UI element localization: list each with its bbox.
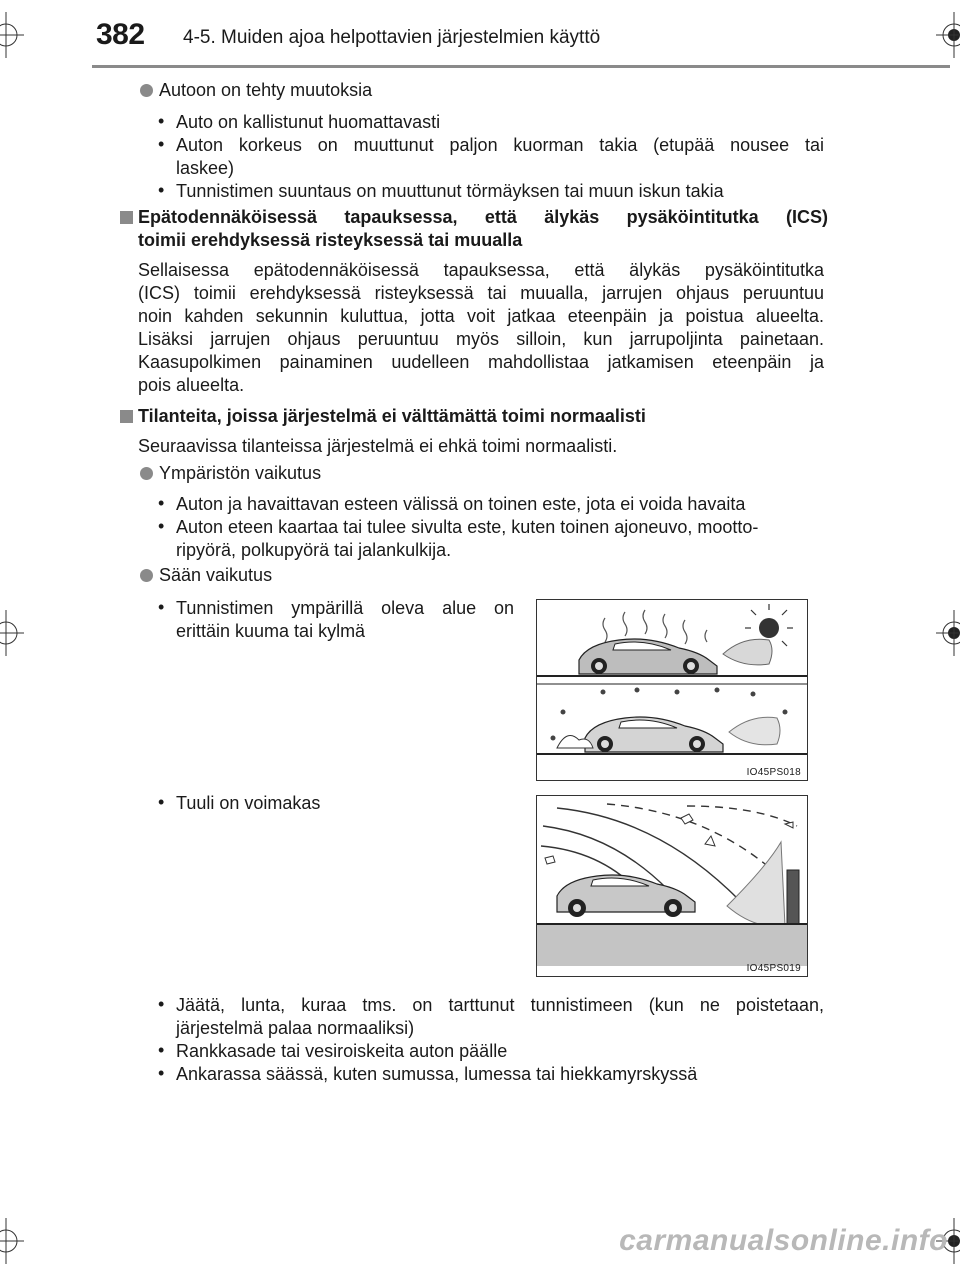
figure-label: IO45PS019: [746, 963, 801, 974]
list-item: Auton eteen kaartaa tai tulee sivulta este, kuten toinen ajoneuvo, mootto-: [176, 517, 759, 537]
bullet-heading: Autoon on tehty muutoksia: [159, 80, 373, 100]
square-bullet-icon: [120, 410, 133, 423]
list-bullet-dot: •: [158, 180, 165, 200]
section-heading: Epätodennäköisessä tapauksessa, että älykäs pysäköintitutka (ICS): [138, 207, 828, 227]
car-icon: [585, 717, 723, 752]
circle-bullet-icon: [140, 467, 153, 480]
figure-heat-cold: [536, 599, 808, 781]
list-bullet-dot: •: [158, 493, 165, 513]
list-item-continuation: laskee): [176, 158, 235, 178]
watermark: carmanualsonline.info: [619, 1224, 948, 1257]
list-bullet-dot: •: [158, 516, 165, 536]
section-heading: Tilanteita, joissa järjestelmä ei välttämättä toimi normaalisti: [138, 406, 646, 426]
circle-bullet-icon: [140, 569, 153, 582]
list-bullet-dot: •: [158, 134, 165, 154]
figure-label: IO45PS018: [746, 767, 801, 778]
list-item: Tunnistimen ympärillä oleva alue on: [176, 598, 514, 618]
list-bullet-dot: •: [158, 111, 165, 131]
list-item-continuation: järjestelmä palaa normaaliksi): [176, 1018, 415, 1038]
list-item: Ankarassa säässä, kuten sumussa, lumessa tai hiekkamyrskyssä: [176, 1064, 698, 1084]
page-number: 382: [96, 18, 145, 51]
list-item: Auto on kallistunut huomattavasti: [176, 112, 441, 132]
list-item: Auton ja havaittavan esteen välissä on toinen este, jota ei voida havaita: [176, 494, 746, 514]
registration-mark-top-right: [930, 12, 960, 58]
paragraph-line: Kaasupolkimen painaminen uudelleen mahdollistaa jatkamisen eteenpäin ja: [138, 352, 824, 372]
intro-text: Seuraavissa tilanteissa järjestelmä ei ehkä toimi normaalisti.: [138, 436, 618, 456]
section-heading-line2: toimii erehdyksessä risteyksessä tai muualla: [138, 230, 523, 250]
list-item: Rankkasade tai vesiroiskeita auton päälle: [176, 1041, 508, 1061]
list-item-continuation: ripyörä, polkupyörä tai jalankulkija.: [176, 540, 452, 560]
list-item: Tunnistimen suuntaus on muuttunut törmäyksen tai muun iskun takia: [176, 181, 724, 201]
registration-mark-mid-right: [930, 610, 960, 656]
paragraph-line: noin kahden sekunnin kuluttua, jotta voit jatkaa eteenpäin ja poistua alueelta.: [138, 306, 824, 326]
list-bullet-dot: •: [158, 597, 165, 617]
list-item: Auton korkeus on muuttunut paljon kuorman takia (etupää nousee tai: [176, 135, 824, 155]
square-bullet-icon: [120, 211, 133, 224]
list-bullet-dot: •: [158, 1063, 165, 1083]
paragraph-line: pois alueelta.: [138, 375, 245, 395]
list-item: Jäätä, lunta, kuraa tms. on tarttunut tunnistimeen (kun ne poistetaan,: [176, 995, 824, 1015]
list-item: Tuuli on voimakas: [176, 793, 321, 813]
paragraph-line: Sellaisessa epätodennäköisessä tapauksessa, että älykäs pysäköintitutka: [138, 260, 824, 280]
section-title: 4-5. Muiden ajoa helpottavien järjestelmien käyttö: [183, 27, 601, 48]
circle-bullet-icon: [140, 84, 153, 97]
bullet-heading: Ympäristön vaikutus: [159, 463, 322, 483]
registration-mark-top-left: [0, 12, 30, 58]
heat-cold-illustration: [537, 600, 807, 780]
list-bullet-dot: •: [158, 994, 165, 1014]
figure-wind: [536, 795, 808, 977]
list-item-continuation: erittäin kuuma tai kylmä: [176, 621, 366, 641]
car-icon: [557, 875, 695, 917]
car-icon: [579, 639, 717, 674]
list-bullet-dot: •: [158, 792, 165, 812]
paragraph-line: (ICS) toimii erehdyksessä risteyksessä tai muualla, jarrujen ohjaus peruuntuu: [138, 283, 824, 303]
list-bullet-dot: •: [158, 1040, 165, 1060]
paragraph-line: Lisäksi jarrujen ohjaus peruuntuu myös silloin, kun jarrupoljinta painetaan.: [138, 329, 824, 349]
wind-illustration: [537, 796, 807, 976]
header-rule: [92, 65, 950, 68]
bullet-heading: Sään vaikutus: [159, 565, 273, 585]
registration-mark-mid-left: [0, 610, 30, 656]
registration-mark-bottom-left: [0, 1218, 30, 1264]
